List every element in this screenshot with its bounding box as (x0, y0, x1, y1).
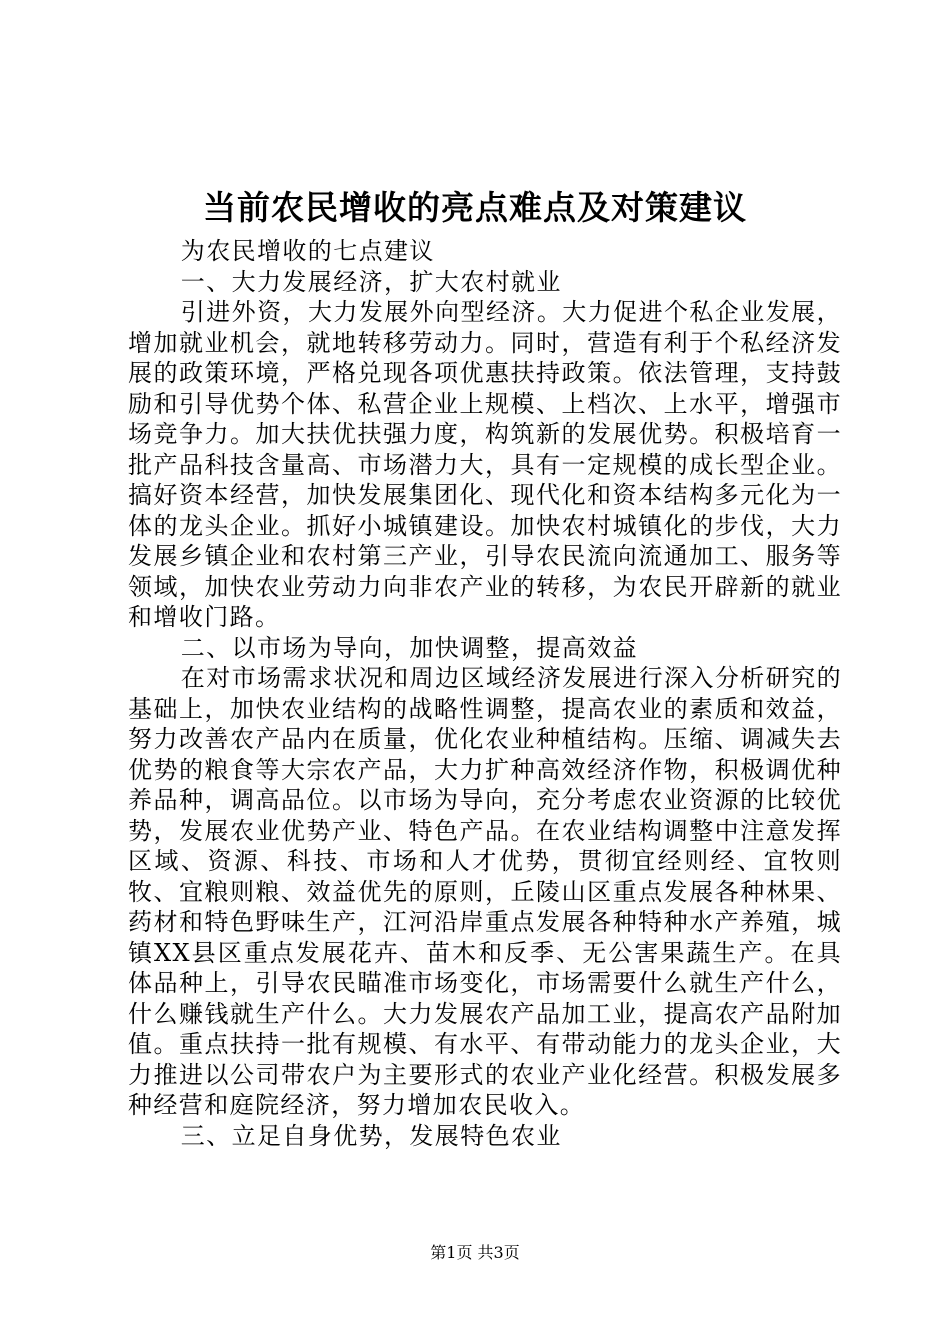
document-body (128, 236, 842, 1151)
section-heading-1: 一、大力发展经济，扩大农村就业 (180, 267, 562, 296)
section-heading-2: 二、以市场为导向，加快调整，提高效益 (180, 633, 638, 662)
page-footer: 第1页 共3页 (430, 1243, 520, 1262)
intro-heading: 为农民增收的七点建议 (180, 237, 435, 265)
section-heading-3: 三、立足自身优势，发展特色农业 (180, 1121, 562, 1150)
document-title: 当前农民增收的亮点难点及对策建议 (203, 188, 747, 227)
section-paragraph-2: 在对市场需求状况和周边区域经济发展进行深入分析研究的基础上，加快农业结构的战略性调整，提高农业的素质和效益，努力改善农产品内在质量，优化农业种植结构。压缩、调减失去优势的粮食等大宗农产品，大力扩种高效经济作物，积极调优种养品种，调高品位。以市场为导向，充分考虑农业资源的比较优势，发展农业优势产业、特色产品。在农业结构调整中注意发挥区域、资源、科技、市场和人才优势，贯彻宜经则经、宜牧则牧、宜粮则粮、效益优先的原则，丘陵山区重点发展各种林果、药材和特色野味生产，江河沿岸重点发展各种特种水产养殖，城镇XX县区重点发展花卉、苗木和反季、无公害果蔬生产。在具体品种上，引导农民瞄准市场变化，市场需要什么就生产什么，什么赚钱就生产什么。大力发展农产品加工业，提高农产品附加值。重点扶持一批有规模、有水平、有带动能力的龙头企业，大力推进以公司带农户为主要形式的农业产业化经营。积极发展多种经营和庭院经济，努力增加农民收入。 (128, 664, 842, 1119)
section-paragraph-1: 引进外资，大力发展外向型经济。大力促进个私企业发展，增加就业机会，就地转移劳动力。同时，营造有利于个私经济发展的政策环境，严格兑现各项优惠扶持政策。依法管理，支持鼓励和引导优势个体、私营企业上规模、上档次、上水平，增强市场竞争力。加大扶优扶强力度，构筑新的发展优势。积极培育一批产品科技含量高、市场潜力大，具有一定规模的成长型企业。搞好资本经营，加快发展集团化、现代化和资本结构多元化为一体的龙头企业。抓好小城镇建设。加快农村城镇化的步伐，大力发展乡镇企业和农村第三产业，引导农民流向流通加工、服务等领域，加快农业劳动力向非农产业的转移，为农民开辟新的就业和增收门路。 (128, 298, 842, 631)
